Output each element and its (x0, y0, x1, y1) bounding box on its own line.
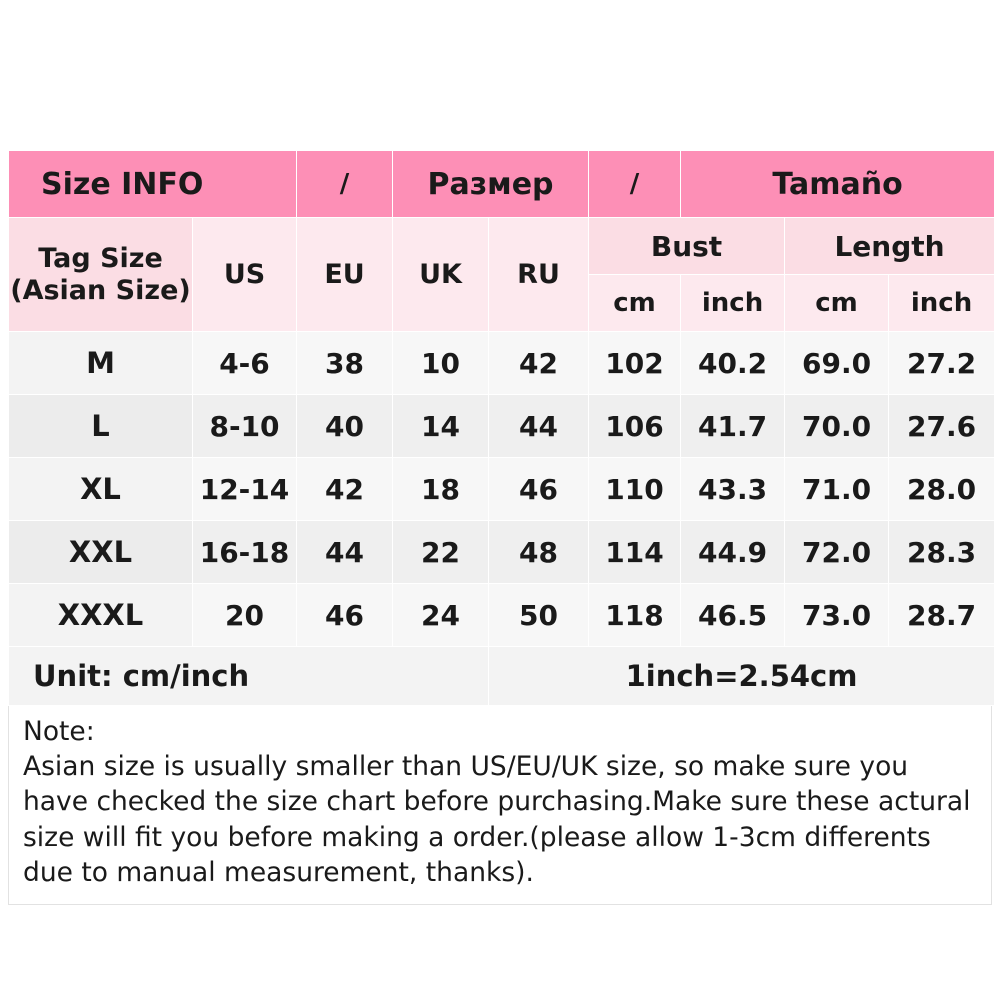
group-header-length: Length (785, 218, 995, 275)
group-header-bust: Bust (589, 218, 785, 275)
cell-uk: 22 (393, 521, 489, 584)
cell-tag-size: XL (9, 458, 193, 521)
tag-size-line-2: (Asian Size) (10, 274, 191, 306)
cell-bust-cm: 106 (589, 395, 681, 458)
cell-ru: 48 (489, 521, 589, 584)
cell-eu: 42 (297, 458, 393, 521)
title-left: Size INFO (9, 151, 297, 218)
note-body: Asian size is usually smaller than US/EU/UK size, so make sure you have checked the size chart before purchasing.Make sure these actural size will fit you before making a order.(please allow 1-3cm differents due to manual measurement, thanks). (23, 751, 971, 888)
table-row (9, 458, 995, 521)
cell-bust-inch: 44.9 (681, 521, 785, 584)
cell-tag-size: XXXL (9, 584, 193, 647)
table-body (9, 332, 995, 647)
column-header-tag-size (9, 218, 193, 332)
column-header-us: US (193, 218, 297, 332)
column-header-bust-cm: cm (589, 275, 681, 332)
table-row (9, 332, 995, 395)
cell-length-inch: 27.6 (889, 395, 995, 458)
cell-us: 4-6 (193, 332, 297, 395)
size-chart-table (8, 150, 995, 706)
table-row (9, 521, 995, 584)
column-header-bust-inch: inch (681, 275, 785, 332)
cell-us: 16-18 (193, 521, 297, 584)
cell-bust-inch: 41.7 (681, 395, 785, 458)
cell-bust-cm: 110 (589, 458, 681, 521)
unit-label: Unit: cm/inch (9, 647, 489, 706)
cell-eu: 46 (297, 584, 393, 647)
unit-conversion: 1inch=2.54cm (489, 647, 995, 706)
cell-uk: 24 (393, 584, 489, 647)
title-slash-2: / (589, 151, 681, 218)
column-header-uk: UK (393, 218, 489, 332)
column-header-ru: RU (489, 218, 589, 332)
unit-row (9, 647, 995, 706)
cell-ru: 46 (489, 458, 589, 521)
cell-length-cm: 69.0 (785, 332, 889, 395)
column-header-eu: EU (297, 218, 393, 332)
table-row (9, 395, 995, 458)
cell-bust-inch: 46.5 (681, 584, 785, 647)
cell-bust-cm: 118 (589, 584, 681, 647)
tag-size-line-1: Tag Size (38, 242, 163, 274)
cell-us: 20 (193, 584, 297, 647)
title-slash-1: / (297, 151, 393, 218)
cell-length-inch: 28.0 (889, 458, 995, 521)
cell-eu: 38 (297, 332, 393, 395)
note-title: Note: (23, 716, 95, 747)
cell-us: 12-14 (193, 458, 297, 521)
column-header-length-cm: cm (785, 275, 889, 332)
title-right: Tamaño (681, 151, 995, 218)
cell-tag-size: XXL (9, 521, 193, 584)
cell-uk: 10 (393, 332, 489, 395)
cell-length-inch: 28.7 (889, 584, 995, 647)
cell-tag-size: M (9, 332, 193, 395)
header-group-row (9, 218, 995, 275)
cell-uk: 14 (393, 395, 489, 458)
column-header-length-inch: inch (889, 275, 995, 332)
cell-tag-size: L (9, 395, 193, 458)
cell-length-inch: 27.2 (889, 332, 995, 395)
cell-bust-inch: 40.2 (681, 332, 785, 395)
table-row (9, 584, 995, 647)
cell-eu: 40 (297, 395, 393, 458)
cell-ru: 50 (489, 584, 589, 647)
cell-length-cm: 70.0 (785, 395, 889, 458)
cell-length-cm: 72.0 (785, 521, 889, 584)
cell-bust-cm: 102 (589, 332, 681, 395)
cell-eu: 44 (297, 521, 393, 584)
cell-length-cm: 71.0 (785, 458, 889, 521)
note-box (8, 706, 992, 905)
cell-length-cm: 73.0 (785, 584, 889, 647)
cell-us: 8-10 (193, 395, 297, 458)
cell-ru: 44 (489, 395, 589, 458)
table-header (9, 151, 995, 332)
title-middle: Размер (393, 151, 589, 218)
table-footer (9, 647, 995, 706)
cell-length-inch: 28.3 (889, 521, 995, 584)
cell-ru: 42 (489, 332, 589, 395)
cell-bust-inch: 43.3 (681, 458, 785, 521)
title-band-row (9, 151, 995, 218)
size-chart-container (8, 150, 994, 905)
cell-bust-cm: 114 (589, 521, 681, 584)
cell-uk: 18 (393, 458, 489, 521)
